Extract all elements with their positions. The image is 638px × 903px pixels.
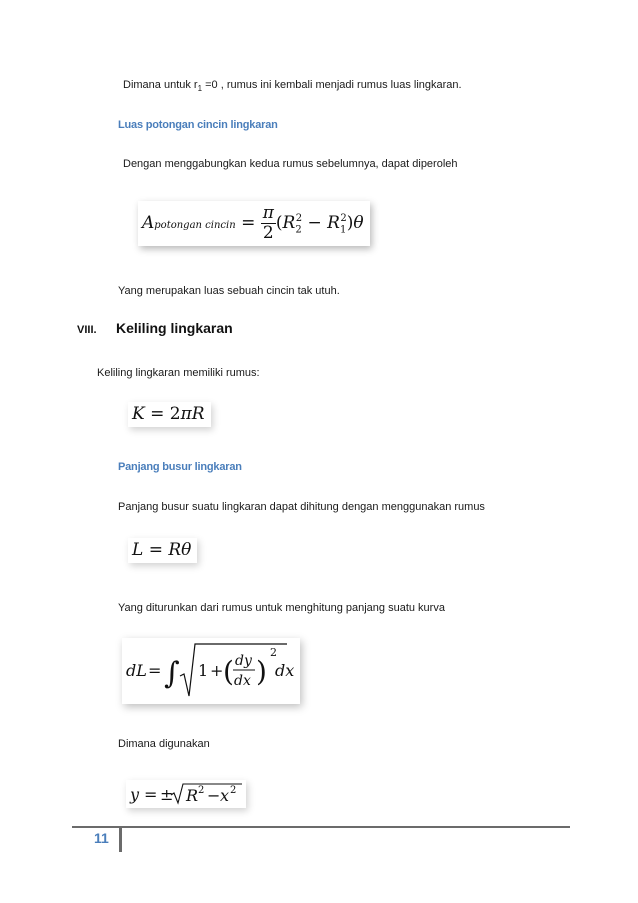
paragraph-circumference-intro: Keliling lingkaran memiliki rumus: — [97, 367, 260, 379]
subheading-ring-area: Luas potongan cincin lingkaran — [118, 119, 278, 131]
formula-curve-length — [122, 638, 300, 704]
paragraph-where-used: Dimana digunakan — [118, 738, 210, 750]
svg-text:R: R — [186, 786, 199, 805]
formula-ring-area: Apotongan cincin = $\frac{\pi}{2}$ $(R_2^2 - R_1^2)\theta$ — [138, 201, 370, 246]
paragraph-arc-length: Panjang busur suatu lingkaran dapat dihitung dengan menggunakan rumus — [118, 501, 485, 513]
paragraph-incomplete-ring: Yang merupakan luas sebuah cincin tak utuh. — [118, 285, 340, 297]
svg-text:2: 2 — [198, 785, 205, 796]
svg-text:y: y — [130, 785, 140, 804]
svg-text:−: − — [207, 786, 221, 805]
footer-divider — [119, 828, 122, 852]
svg-text:x: x — [220, 786, 230, 805]
formula-arc-length: L = Rθ — [128, 538, 197, 563]
page-number: 11 — [94, 830, 109, 846]
svg-text:±: ± — [160, 785, 174, 804]
formula-circle-y — [126, 780, 246, 808]
svg-text:dy: dy — [235, 653, 252, 669]
svg-text:2: 2 — [270, 646, 277, 659]
text: Dimana untuk r — [123, 79, 198, 91]
svg-text:): ) — [256, 655, 267, 688]
footer-rule — [72, 826, 570, 828]
text: =0 , rumus ini kembali menjadi rumus luas lingkaran. — [202, 79, 462, 91]
svg-text:2: 2 — [230, 785, 237, 796]
svg-text:(: ( — [223, 655, 234, 688]
svg-text:dL: dL — [126, 661, 147, 680]
section-title: Keliling lingkaran — [116, 320, 233, 336]
svg-text:=: = — [144, 785, 158, 804]
formula-circumference: K = 2πR — [128, 402, 211, 427]
subheading-arc-length: Panjang busur lingkaran — [118, 461, 242, 473]
svg-text:1: 1 — [198, 661, 209, 680]
paragraph-radius-zero — [123, 79, 462, 93]
paragraph-combine: Dengan menggabungkan kedua rumus sebelumnya, dapat diperoleh — [123, 158, 458, 170]
section-number: VIII. — [77, 324, 97, 336]
svg-text:+: + — [210, 661, 224, 680]
svg-text:∫: ∫ — [164, 656, 180, 691]
svg-text:=: = — [148, 661, 162, 680]
paragraph-curve-length: Yang diturunkan dari rumus untuk menghitung panjang suatu kurva — [118, 602, 445, 614]
subscript: 1 — [197, 84, 203, 94]
svg-text:dx: dx — [234, 673, 251, 689]
svg-text:dx: dx — [275, 661, 295, 680]
